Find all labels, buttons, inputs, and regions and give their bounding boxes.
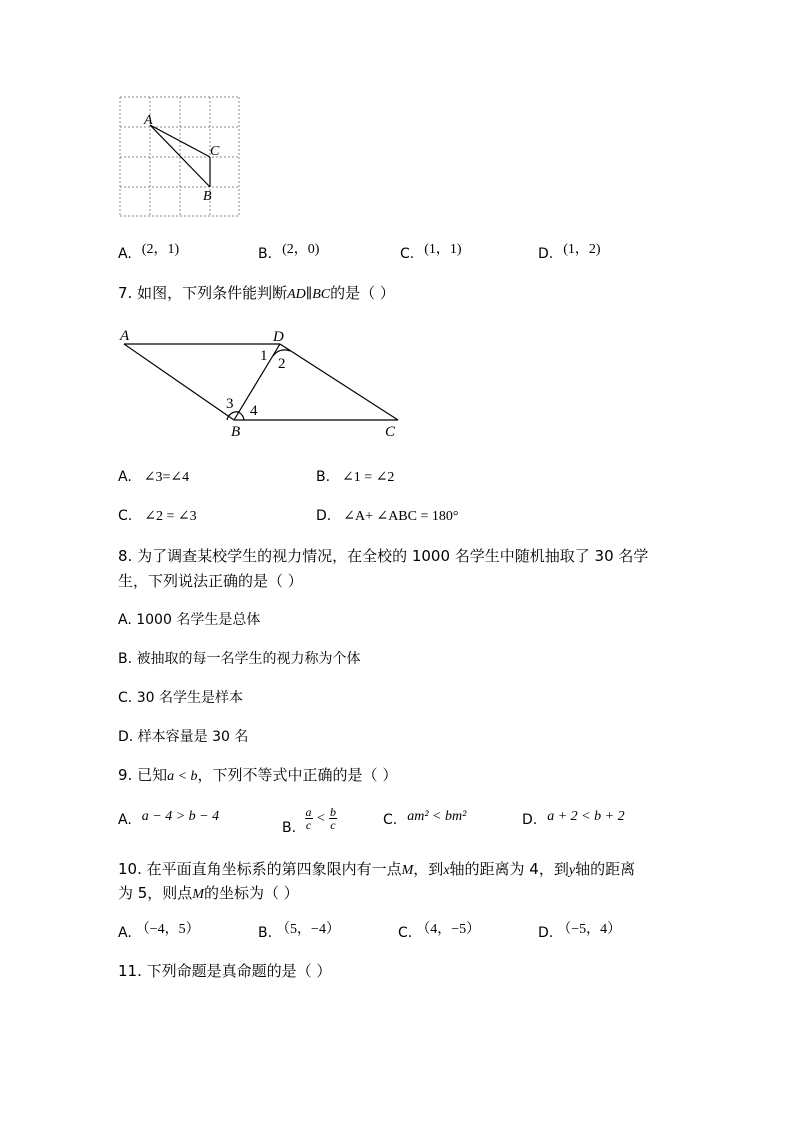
angle-3-label: 3 (226, 396, 234, 412)
label-d: D (273, 329, 284, 345)
angle-1-label: 1 (260, 348, 268, 364)
q9-option-b[interactable]: B. $\frac{a}{c}$ < $\frac{b}{c}$ (282, 805, 336, 836)
parallelogram-figure (112, 322, 412, 442)
q8-option-d[interactable]: D. 样本容量是 30 名 (118, 729, 249, 745)
label-a: A (120, 328, 130, 344)
q10-option-d[interactable]: D. （−5，4） (538, 922, 622, 941)
label-c: C (385, 424, 396, 440)
q10-option-b[interactable]: B. （5，−4） (258, 922, 340, 941)
fraction-b-over-c: $\frac{b}{c}$ (329, 805, 336, 832)
q9-stem: 9. 已知a < b，下列不等式中正确的是（ ） (118, 766, 398, 784)
q7-option-b[interactable]: B. ∠1 = ∠2 (316, 469, 395, 485)
q7-option-d[interactable]: D. ∠A+ ∠ABC = 180° (316, 508, 459, 524)
label-a: A (144, 113, 153, 128)
q6-option-c[interactable]: C. (1，1) (400, 242, 462, 262)
fraction-a-over-c: $\frac{a}{c}$ (305, 805, 312, 832)
angle-2-label: 2 (278, 356, 286, 372)
q8-option-c[interactable]: C. 30 名学生是样本 (118, 690, 243, 706)
q7-option-a[interactable]: A. ∠3=∠4 (118, 469, 190, 485)
grid-figure (118, 95, 242, 219)
q8-stem-line2: 生，下列说法正确的是（ ） (118, 572, 303, 590)
q9-option-d[interactable]: D. a + 2 < b + 2 (522, 809, 625, 828)
q6-option-a[interactable]: A. (2，1) (118, 242, 180, 262)
q8-option-a[interactable]: A. 1000 名学生是总体 (118, 612, 261, 628)
q9-option-c[interactable]: C. am² < bm² (383, 809, 467, 828)
q6-option-b[interactable]: B. (2，0) (258, 242, 320, 262)
label-b: B (203, 189, 212, 204)
q11-stem: 11. 下列命题是真命题的是（ ） (118, 962, 332, 980)
label-b: B (231, 424, 241, 440)
q7-option-c[interactable]: C. ∠2 = ∠3 (118, 508, 197, 524)
label-c: C (210, 144, 220, 159)
q7-stem: 7. 如图，下列条件能判断AD∥BC的是（ ） (118, 284, 395, 302)
q10-option-a[interactable]: A. （−4，5） (118, 922, 200, 941)
q10-stem-line1: 10. 在平面直角坐标系的第四象限内有一点M，到x轴的距离为 4，到y轴的距离 (118, 860, 636, 878)
q10-option-c[interactable]: C. （4，−5） (398, 922, 481, 941)
angle-4-label: 4 (250, 403, 258, 419)
q10-stem-line2: 为 5，则点M的坐标为（ ） (118, 884, 299, 902)
q8-stem-line1: 8. 为了调查某校学生的视力情况，在全校的 1000 名学生中随机抽取了 30 名学 (118, 547, 649, 565)
q9-option-a[interactable]: A. a − 4 > b − 4 (118, 809, 220, 828)
q8-option-b[interactable]: B. 被抽取的每一名学生的视力称为个体 (118, 651, 361, 667)
q6-option-d[interactable]: D. (1，2) (538, 242, 601, 262)
